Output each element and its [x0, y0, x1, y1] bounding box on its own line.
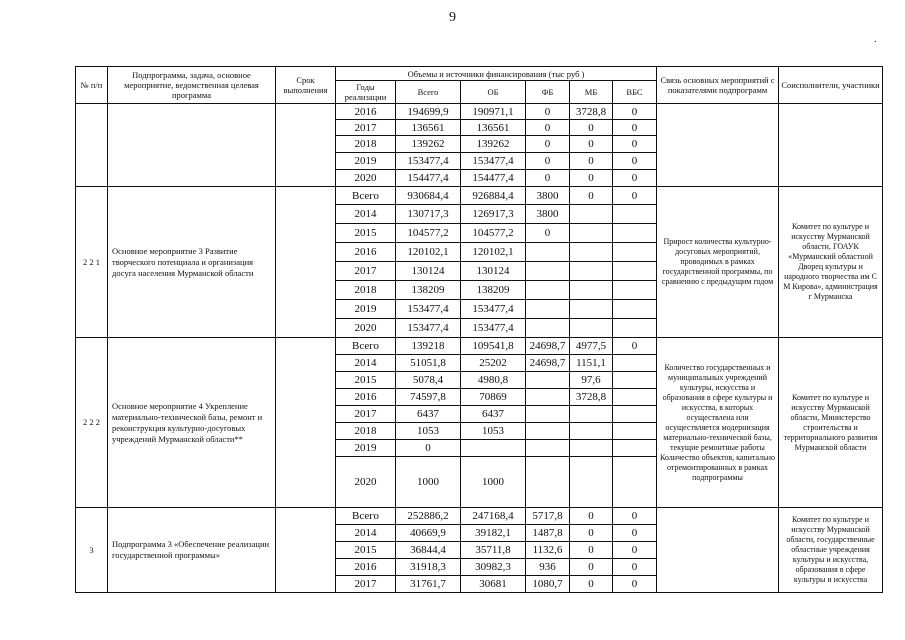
cell-vbs: 0 [613, 542, 657, 559]
cell-total: 31761,7 [396, 576, 461, 593]
cell-mb [570, 319, 613, 338]
cell-mb [570, 457, 613, 508]
table-row [76, 508, 883, 525]
cell-total: 31918,3 [396, 559, 461, 576]
cell-total: 139218 [396, 338, 461, 355]
cell-mb [570, 423, 613, 440]
cell-vbs: 0 [613, 187, 657, 205]
cell-vbs [613, 319, 657, 338]
header-vbs: ВБС [613, 81, 657, 104]
cell-vbs [613, 457, 657, 508]
cell-term [276, 338, 336, 508]
cell-mb [570, 205, 613, 224]
cell-vbs: 0 [613, 104, 657, 120]
cell-vbs [613, 262, 657, 281]
cell-ob: 30982,3 [461, 559, 526, 576]
cell-fb [526, 440, 570, 457]
cell-year: 2018 [336, 423, 396, 440]
cell-year: 2015 [336, 224, 396, 243]
header-num: № п/п [76, 67, 108, 104]
cell-fb: 1080,7 [526, 576, 570, 593]
cell-year: 2019 [336, 440, 396, 457]
cell-vbs: 0 [613, 338, 657, 355]
cell-ob: 30681 [461, 576, 526, 593]
cell-ob: 136561 [461, 120, 526, 136]
cell-ob: 190971,1 [461, 104, 526, 120]
cell-vbs [613, 281, 657, 300]
page-mark: . [874, 34, 877, 45]
cell-total: 40669,9 [396, 525, 461, 542]
cell-vbs: 0 [613, 120, 657, 136]
table-row [76, 338, 883, 355]
cell-total: 153477,4 [396, 319, 461, 338]
cell-fb: 0 [526, 120, 570, 136]
cell-term [276, 104, 336, 187]
cell-total: 252886,2 [396, 508, 461, 525]
cell-year: 2017 [336, 406, 396, 423]
cell-vbs: 0 [613, 576, 657, 593]
cell-year: 2019 [336, 300, 396, 319]
cell-fb: 3800 [526, 205, 570, 224]
cell-vbs [613, 389, 657, 406]
cell-total: 130717,3 [396, 205, 461, 224]
cell-mb: 0 [570, 136, 613, 153]
cell-mb: 4977,5 [570, 338, 613, 355]
cell-vbs: 0 [613, 170, 657, 187]
cell-fb [526, 372, 570, 389]
cell-year: Всего [336, 508, 396, 525]
cell-vbs: 0 [613, 559, 657, 576]
cell-ob: 247168,4 [461, 508, 526, 525]
cell-total: 6437 [396, 406, 461, 423]
cell-num [76, 104, 108, 187]
table-row [76, 104, 883, 120]
cell-name: Основное мероприятие 3 Развитие творческого потенциала и организация досуга населения Мурманской области [108, 187, 276, 338]
cell-link [657, 104, 779, 187]
cell-ob: 35711,8 [461, 542, 526, 559]
cell-num: 3 [76, 508, 108, 593]
cell-total: 120102,1 [396, 243, 461, 262]
cell-year: 2018 [336, 281, 396, 300]
header-link: Связь основных мероприятий с показателями подпрограмм [657, 67, 779, 104]
cell-mb: 0 [570, 576, 613, 593]
cell-year: 2016 [336, 243, 396, 262]
cell-mb: 97,6 [570, 372, 613, 389]
cell-num: 2 2 1 [76, 187, 108, 338]
cell-year: 2017 [336, 262, 396, 281]
cell-year: 2020 [336, 170, 396, 187]
cell-year: 2014 [336, 205, 396, 224]
cell-total: 138209 [396, 281, 461, 300]
cell-ob: 1053 [461, 423, 526, 440]
cell-ob: 139262 [461, 136, 526, 153]
cell-total: 130124 [396, 262, 461, 281]
cell-ob [461, 440, 526, 457]
cell-year: 2019 [336, 153, 396, 170]
cell-fb [526, 262, 570, 281]
cell-ob: 153477,4 [461, 153, 526, 170]
cell-name [108, 104, 276, 187]
header-name: Подпрограмма, задача, основное мероприятие, ведомственная целевая программа [108, 67, 276, 104]
cell-link: Количество государственных и муниципальных учреждений культуры, искусства и образования в сфере культуры и искусства, в которых осуществлена или осуществляется модернизация материально-технической базы, текущие ремонтные работы Количество объектов, капитально отремонтированных в рамках подпрограммы [657, 338, 779, 508]
cell-mb: 0 [570, 170, 613, 187]
cell-ob: 109541,8 [461, 338, 526, 355]
header-total: Всего [396, 81, 461, 104]
header-executors: Соисполнители, участники [779, 67, 883, 104]
cell-vbs [613, 355, 657, 372]
cell-ob: 138209 [461, 281, 526, 300]
cell-total: 0 [396, 440, 461, 457]
cell-year: 2014 [336, 525, 396, 542]
cell-ob: 120102,1 [461, 243, 526, 262]
cell-year: 2016 [336, 104, 396, 120]
cell-year: 2014 [336, 355, 396, 372]
cell-mb: 1151,1 [570, 355, 613, 372]
cell-mb [570, 243, 613, 262]
cell-mb [570, 440, 613, 457]
cell-year: 2015 [336, 542, 396, 559]
cell-mb: 0 [570, 542, 613, 559]
cell-ob: 25202 [461, 355, 526, 372]
cell-mb [570, 262, 613, 281]
cell-vbs [613, 423, 657, 440]
cell-executors: Комитет по культуре и искусству Мурманской области, Министерство строительства и территориального развития Мурманской области [779, 338, 883, 508]
cell-year: Всего [336, 187, 396, 205]
cell-num: 2 2 2 [76, 338, 108, 508]
cell-vbs: 0 [613, 153, 657, 170]
cell-term [276, 187, 336, 338]
cell-fb: 5717,8 [526, 508, 570, 525]
cell-year: 2018 [336, 136, 396, 153]
cell-fb [526, 243, 570, 262]
cell-fb: 936 [526, 559, 570, 576]
cell-name: Подпрограмма 3 «Обеспечение реализации государственной программы» [108, 508, 276, 593]
cell-total: 153477,4 [396, 300, 461, 319]
header-fb: ФБ [526, 81, 570, 104]
table-body [76, 104, 883, 593]
cell-total: 5078,4 [396, 372, 461, 389]
cell-total: 74597,8 [396, 389, 461, 406]
cell-fb: 0 [526, 153, 570, 170]
cell-ob: 130124 [461, 262, 526, 281]
cell-fb: 1132,6 [526, 542, 570, 559]
cell-total: 104577,2 [396, 224, 461, 243]
cell-mb [570, 406, 613, 423]
cell-total: 153477,4 [396, 153, 461, 170]
cell-mb: 0 [570, 187, 613, 205]
cell-year: 2016 [336, 559, 396, 576]
cell-mb: 3728,8 [570, 104, 613, 120]
header-ob: ОБ [461, 81, 526, 104]
cell-vbs [613, 300, 657, 319]
cell-vbs [613, 205, 657, 224]
cell-mb: 0 [570, 153, 613, 170]
cell-fb: 0 [526, 170, 570, 187]
cell-mb: 0 [570, 559, 613, 576]
cell-vbs: 0 [613, 525, 657, 542]
cell-ob: 154477,4 [461, 170, 526, 187]
cell-mb [570, 300, 613, 319]
cell-fb: 3800 [526, 187, 570, 205]
cell-mb [570, 281, 613, 300]
cell-year: 2017 [336, 120, 396, 136]
cell-name: Основное мероприятие 4 Укрепление материально-технической базы, ремонт и реконструкция культурно-досуговых учреждений Мурманской области** [108, 338, 276, 508]
cell-fb [526, 457, 570, 508]
cell-ob: 1000 [461, 457, 526, 508]
cell-vbs: 0 [613, 508, 657, 525]
cell-total: 1000 [396, 457, 461, 508]
cell-ob: 39182,1 [461, 525, 526, 542]
cell-year: 2020 [336, 319, 396, 338]
cell-ob: 153477,4 [461, 319, 526, 338]
cell-fb: 24698,7 [526, 338, 570, 355]
cell-fb: 0 [526, 224, 570, 243]
cell-ob: 126917,3 [461, 205, 526, 224]
cell-fb [526, 281, 570, 300]
cell-fb: 24698,7 [526, 355, 570, 372]
cell-vbs [613, 406, 657, 423]
cell-ob: 4980,8 [461, 372, 526, 389]
cell-total: 139262 [396, 136, 461, 153]
table-row [76, 187, 883, 205]
cell-year: Всего [336, 338, 396, 355]
header-years: Годы реализации [336, 81, 396, 104]
cell-total: 36844,4 [396, 542, 461, 559]
cell-fb [526, 300, 570, 319]
cell-ob: 6437 [461, 406, 526, 423]
cell-total: 154477,4 [396, 170, 461, 187]
cell-vbs [613, 243, 657, 262]
cell-ob: 926884,4 [461, 187, 526, 205]
cell-mb [570, 224, 613, 243]
cell-vbs [613, 224, 657, 243]
header-mb: МБ [570, 81, 613, 104]
cell-total: 51051,8 [396, 355, 461, 372]
cell-fb [526, 406, 570, 423]
cell-fb [526, 389, 570, 406]
cell-total: 194699,9 [396, 104, 461, 120]
cell-fb: 0 [526, 136, 570, 153]
cell-vbs [613, 440, 657, 457]
cell-link [657, 508, 779, 593]
cell-mb: 0 [570, 525, 613, 542]
cell-fb: 0 [526, 104, 570, 120]
cell-fb [526, 319, 570, 338]
cell-executors: Комитет по культуре и искусству Мурманской области, государственные областные учреждения культуры и искусства, образования в сфере культуры и искусства [779, 508, 883, 593]
cell-ob: 70869 [461, 389, 526, 406]
cell-mb: 3728,8 [570, 389, 613, 406]
cell-ob: 104577,2 [461, 224, 526, 243]
cell-term [276, 508, 336, 593]
cell-ob: 153477,4 [461, 300, 526, 319]
cell-vbs [613, 372, 657, 389]
cell-total: 136561 [396, 120, 461, 136]
cell-vbs: 0 [613, 136, 657, 153]
header-funding: Объемы и источники финансирования (тыс руб ) [336, 67, 657, 81]
cell-year: 2017 [336, 576, 396, 593]
cell-executors [779, 104, 883, 187]
cell-fb [526, 423, 570, 440]
cell-fb: 1487,8 [526, 525, 570, 542]
cell-year: 2016 [336, 389, 396, 406]
cell-total: 1053 [396, 423, 461, 440]
cell-mb: 0 [570, 508, 613, 525]
cell-year: 2015 [336, 372, 396, 389]
cell-total: 930684,4 [396, 187, 461, 205]
cell-mb: 0 [570, 120, 613, 136]
cell-link: Прирост количества культурно-досуговых мероприятий, проводимых в рамках государственной программы, по сравнению с предыдущим годом [657, 187, 779, 338]
cell-year: 2020 [336, 457, 396, 508]
cell-executors: Комитет по культуре и искусству Мурманской области, ГОАУК «Мурманский областной Дворец культуры и народного творчества им С М Кирова», администрация г Мурманска [779, 187, 883, 338]
header-term: Срок выполнения [276, 67, 336, 104]
page-number: 9 [449, 10, 456, 25]
financing-table [75, 66, 883, 593]
